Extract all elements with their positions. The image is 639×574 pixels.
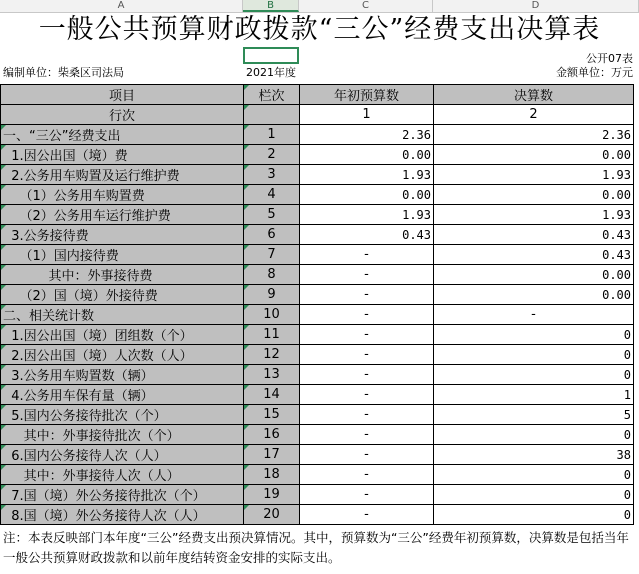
row-budget[interactable]: -: [300, 505, 434, 525]
column-header-b[interactable]: B: [243, 0, 299, 12]
table-row: [1, 265, 634, 285]
table-row: [1, 345, 634, 365]
row-seq[interactable]: 17: [244, 445, 300, 465]
table-row: [1, 485, 634, 505]
row-seq[interactable]: 15: [244, 405, 300, 425]
row-final[interactable]: 0.00: [434, 265, 634, 285]
row-final[interactable]: 1.93: [434, 165, 634, 185]
table-row: [1, 505, 634, 525]
row-final[interactable]: 0: [434, 325, 634, 345]
row-seq[interactable]: 5: [244, 205, 300, 225]
row-final[interactable]: 0: [434, 465, 634, 485]
row-item[interactable]: 4.公务用车保有量（辆）: [1, 385, 244, 405]
fiscal-year: 2021年度: [246, 66, 296, 79]
row-final[interactable]: 2.36: [434, 125, 634, 145]
table-row: [1, 405, 634, 425]
row-item[interactable]: 5.国内公务接待批次（个）: [1, 405, 244, 425]
row-seq[interactable]: 2: [244, 145, 300, 165]
row-item[interactable]: （1）公务用车购置费: [1, 185, 244, 205]
table-row: [1, 125, 634, 145]
row-item[interactable]: 1.因公出国（境）团组数（个）: [1, 325, 244, 345]
row-item[interactable]: 其中：外事接待费: [1, 265, 244, 285]
row-budget[interactable]: -: [300, 365, 434, 385]
footnote: 注：本表反映部门本年度“三公”经费支出预决算情况。其中，预算数为“三公”经费年初预算数，决算数是包括当年一般公共预算财政拨款和以前年度结转资金安排的实际支出。: [3, 530, 629, 565]
row-budget[interactable]: 0.00: [300, 145, 434, 165]
row-item[interactable]: 其中：外事接待批次（个）: [1, 425, 244, 445]
row-final[interactable]: 0.43: [434, 245, 634, 265]
row-seq[interactable]: 10: [244, 305, 300, 325]
row-final[interactable]: 0.00: [434, 285, 634, 305]
header-budget[interactable]: 年初预算数: [300, 85, 434, 105]
row-final[interactable]: 5: [434, 405, 634, 425]
table-body: [1, 125, 634, 525]
row-budget[interactable]: -: [300, 285, 434, 305]
row-final[interactable]: 0: [434, 345, 634, 365]
row-item[interactable]: （2）公务用车运行维护费: [1, 205, 244, 225]
header-final-colno[interactable]: 2: [434, 105, 634, 125]
row-seq[interactable]: 4: [244, 185, 300, 205]
row-final[interactable]: 0: [434, 365, 634, 385]
row-seq[interactable]: 14: [244, 385, 300, 405]
table-code: 公开07表: [586, 52, 633, 65]
compiler-unit: 编制单位：柴桑区司法局: [3, 66, 124, 79]
row-final[interactable]: 1.93: [434, 205, 634, 225]
header-row: [1, 85, 634, 105]
row-item[interactable]: 二、相关统计数: [1, 305, 244, 325]
row-seq[interactable]: 20: [244, 505, 300, 525]
row-seq[interactable]: 1: [244, 125, 300, 145]
table-row: [1, 225, 634, 245]
table-row: [1, 145, 634, 165]
row-budget[interactable]: -: [300, 385, 434, 405]
row-seq[interactable]: 3: [244, 165, 300, 185]
row-budget[interactable]: 0.00: [300, 185, 434, 205]
table-row: [1, 365, 634, 385]
row-item[interactable]: 6.国内公务接待人次（人）: [1, 445, 244, 465]
row-budget[interactable]: -: [300, 405, 434, 425]
row-item[interactable]: 其中：外事接待人次（人）: [1, 465, 244, 485]
table-row: [1, 205, 634, 225]
row-item[interactable]: 2.因公出国（境）人次数（人）: [1, 345, 244, 365]
row-budget[interactable]: 1.93: [300, 205, 434, 225]
row-seq[interactable]: 7: [244, 245, 300, 265]
row-seq[interactable]: 8: [244, 265, 300, 285]
row-budget[interactable]: -: [300, 445, 434, 465]
header-row-label[interactable]: 行次: [1, 105, 244, 125]
table-row: [1, 425, 634, 445]
table-row: [1, 245, 634, 265]
row-final[interactable]: 0: [434, 485, 634, 505]
column-header-d[interactable]: D: [433, 0, 639, 12]
row-budget[interactable]: -: [300, 325, 434, 345]
row-seq[interactable]: 12: [244, 345, 300, 365]
row-seq[interactable]: 6: [244, 225, 300, 245]
row-item[interactable]: 1.因公出国（境）费: [1, 145, 244, 165]
row-item[interactable]: 3.公务用车购置数（辆）: [1, 365, 244, 385]
column-header-c[interactable]: C: [299, 0, 433, 12]
row-budget[interactable]: -: [300, 465, 434, 485]
row-budget[interactable]: -: [300, 425, 434, 445]
row-budget[interactable]: -: [300, 305, 434, 325]
selected-cell[interactable]: [243, 47, 299, 64]
row-item[interactable]: （2）国（境）外接待费: [1, 285, 244, 305]
row-final[interactable]: 0.00: [434, 185, 634, 205]
header-index-row: [1, 105, 634, 125]
row-final[interactable]: 38: [434, 445, 634, 465]
amount-unit: 金额单位：万元: [556, 66, 633, 79]
row-final[interactable]: 1: [434, 385, 634, 405]
row-seq[interactable]: 9: [244, 285, 300, 305]
row-item[interactable]: 一、“三公”经费支出: [1, 125, 244, 145]
row-budget[interactable]: -: [300, 485, 434, 505]
row-final[interactable]: 0.00: [434, 145, 634, 165]
row-item[interactable]: 8.国（境）外公务接待人次（人）: [1, 505, 244, 525]
row-seq[interactable]: 18: [244, 465, 300, 485]
row-final[interactable]: 0.43: [434, 225, 634, 245]
row-item[interactable]: 2.公务用车购置及运行维护费: [1, 165, 244, 185]
table-row: [1, 385, 634, 405]
header-budget-colno[interactable]: 1: [300, 105, 434, 125]
column-header-a[interactable]: A: [0, 0, 243, 12]
table-row: [1, 325, 634, 345]
row-budget[interactable]: 2.36: [300, 125, 434, 145]
row-seq[interactable]: 16: [244, 425, 300, 445]
row-seq[interactable]: 19: [244, 485, 300, 505]
sheet-title: 一般公共预算财政拨款“三公”经费支出决算表: [38, 14, 601, 45]
row-item[interactable]: 3.公务接待费: [1, 225, 244, 245]
table-row: [1, 305, 634, 325]
row-budget[interactable]: 1.93: [300, 165, 434, 185]
table-row: [1, 185, 634, 205]
row-item[interactable]: 7.国（境）外公务接待批次（个）: [1, 485, 244, 505]
expense-table: [0, 84, 634, 525]
row-final[interactable]: -: [434, 305, 634, 325]
row-seq[interactable]: 11: [244, 325, 300, 345]
row-final[interactable]: 0: [434, 505, 634, 525]
header-final[interactable]: 决算数: [434, 85, 634, 105]
row-budget[interactable]: -: [300, 265, 434, 285]
header-item[interactable]: 项目: [1, 85, 244, 105]
row-seq[interactable]: 13: [244, 365, 300, 385]
table-row: [1, 465, 634, 485]
row-budget[interactable]: -: [300, 245, 434, 265]
row-item[interactable]: （1）国内接待费: [1, 245, 244, 265]
header-seq[interactable]: 栏次: [244, 85, 300, 105]
table-row: [1, 445, 634, 465]
column-header-bar: [0, 0, 639, 13]
row-budget[interactable]: -: [300, 345, 434, 365]
header-seq-blank[interactable]: [244, 105, 300, 125]
table-row: [1, 285, 634, 305]
row-final[interactable]: 0: [434, 425, 634, 445]
row-budget[interactable]: 0.43: [300, 225, 434, 245]
table-row: [1, 165, 634, 185]
